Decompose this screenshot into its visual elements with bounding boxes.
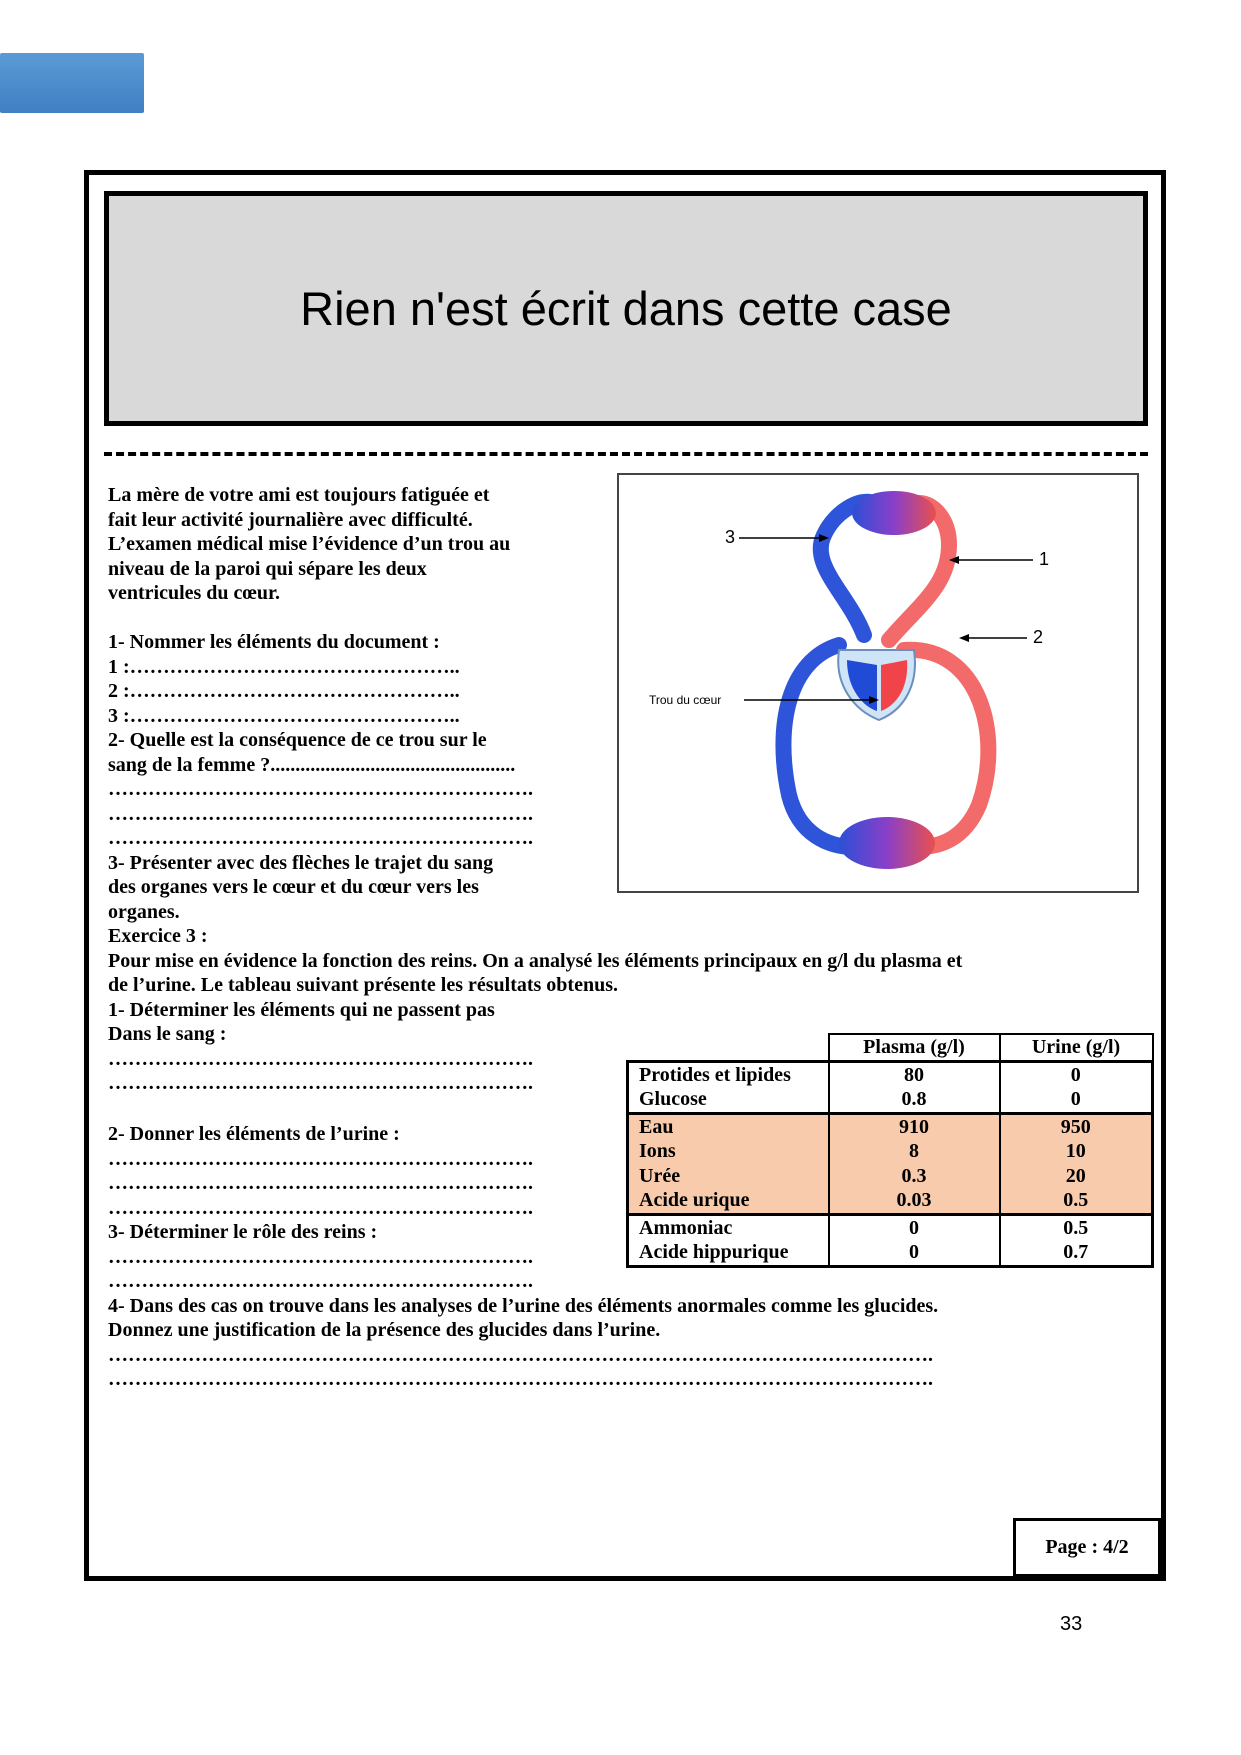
row-label: Protides et lipides bbox=[628, 1061, 829, 1087]
group-filtered bbox=[628, 1113, 1153, 1214]
row-label: Eau bbox=[628, 1113, 829, 1139]
plasma-value: 8 bbox=[829, 1139, 1000, 1164]
answer-line[interactable]: ………………………………………………………. bbox=[108, 1072, 533, 1094]
exercise-q1-title: Dans le sang : bbox=[108, 1023, 227, 1045]
answer-line[interactable]: ………………………………………………………. bbox=[108, 1270, 533, 1292]
table-row bbox=[628, 1113, 1153, 1139]
intro-line: ventricules du cœur. bbox=[108, 582, 281, 604]
exercise-q1-title: 1- Déterminer les éléments qui ne passent pas bbox=[108, 998, 495, 1021]
exercise-q4-title: 4- Dans des cas on trouve dans les analyses de l’urine des éléments anormales comme les glucides. bbox=[108, 1294, 939, 1317]
answer-line[interactable]: ………………………………………………………. bbox=[108, 802, 533, 825]
answer-line[interactable]: ………………………………………………………. bbox=[108, 827, 533, 849]
circulation-diagram bbox=[617, 473, 1139, 893]
intro-text bbox=[108, 483, 510, 606]
dashed-separator bbox=[104, 452, 1148, 456]
answer-line-1[interactable]: 1 :………………………………………….. bbox=[108, 655, 460, 678]
exercise-q4-title: Donnez une justification de la présence des glucides dans l’urine. bbox=[108, 1319, 661, 1341]
answer-line[interactable]: ……………………………………………………………………………………………………………. bbox=[108, 1368, 933, 1390]
plasma-value: 0 bbox=[829, 1214, 1000, 1240]
urine-value: 0.5 bbox=[1063, 1216, 1089, 1239]
group-secreted bbox=[628, 1214, 1153, 1266]
urine-value: 10 bbox=[1065, 1140, 1086, 1162]
plasma-value: 0.03 bbox=[829, 1188, 1000, 1214]
blue-tab-decoration bbox=[0, 53, 144, 113]
row-label: Acide urique bbox=[628, 1188, 829, 1214]
reserved-box bbox=[104, 191, 1148, 426]
reserved-box-text: Rien n'est écrit dans cette case bbox=[300, 282, 952, 335]
intro-line: L’examen médical mise l’évidence d’un trou au bbox=[108, 533, 511, 555]
question-1-title: 1- Nommer les éléments du document : bbox=[108, 631, 440, 653]
intro-line: fait leur activité journalière avec difficulté. bbox=[108, 508, 473, 531]
exercise-title: Exercice 3 : bbox=[108, 925, 208, 947]
table-header-row bbox=[628, 1034, 1153, 1061]
answer-line[interactable]: ……………………………………………………………………………………………………………. bbox=[108, 1343, 933, 1366]
row-label: Glucose bbox=[628, 1087, 829, 1113]
urine-value: 0 bbox=[1070, 1063, 1081, 1086]
question-3-line: des organes vers le cœur et du cœur vers les bbox=[108, 876, 479, 898]
table-row bbox=[628, 1087, 1153, 1113]
answer-line-2[interactable]: 2 :………………………………………….. bbox=[108, 680, 460, 702]
circulation-diagram-svg bbox=[619, 475, 1137, 891]
answer-line[interactable]: ………………………………………………………. bbox=[108, 1047, 533, 1070]
urine-value: 0 bbox=[1070, 1088, 1081, 1110]
plasma-value: 0 bbox=[829, 1240, 1000, 1266]
table-row bbox=[628, 1139, 1153, 1164]
exercise-intro-line: Pour mise en évidence la fonction des reins. On a analysé les éléments principaux en g/l du plasma et bbox=[108, 949, 963, 972]
table-row bbox=[628, 1214, 1153, 1240]
results-table bbox=[626, 1033, 1154, 1268]
exercise-q3-title: 3- Déterminer le rôle des reins : bbox=[108, 1221, 378, 1243]
answer-line[interactable]: ………………………………………………………. bbox=[108, 1172, 533, 1194]
label-2: 2 bbox=[1033, 627, 1044, 647]
answer-line[interactable]: ………………………………………………………. bbox=[108, 778, 533, 800]
row-label: Acide hippurique bbox=[628, 1240, 829, 1266]
table-row bbox=[628, 1061, 1153, 1087]
group-proteins bbox=[628, 1061, 1153, 1113]
urine-value: 0.5 bbox=[1063, 1189, 1089, 1211]
label-3: 3 bbox=[725, 527, 736, 547]
urine-value: 0.7 bbox=[1063, 1241, 1089, 1263]
plasma-value: 910 bbox=[829, 1113, 1000, 1139]
exercise-q2-title: 2- Donner les éléments de l’urine : bbox=[108, 1123, 400, 1145]
urine-value: 20 bbox=[1065, 1164, 1086, 1187]
row-label: Ammoniac bbox=[628, 1214, 829, 1240]
plasma-value: 0.8 bbox=[829, 1087, 1000, 1113]
header-plasma: Plasma (g/l) bbox=[829, 1034, 1000, 1061]
artery-lower bbox=[904, 650, 988, 847]
lower-capillaries bbox=[839, 817, 935, 869]
header-urine: Urine (g/l) bbox=[1000, 1034, 1153, 1061]
answer-line-3[interactable]: 3 :………………………………………….. bbox=[108, 704, 460, 727]
question-2-title: 2- Quelle est la conséquence de ce trou sur le bbox=[108, 729, 487, 751]
urine-value: 950 bbox=[1060, 1115, 1091, 1138]
question-2-line: sang de la femme ?................................................. bbox=[108, 753, 516, 776]
page-number: 33 bbox=[1060, 1613, 1083, 1635]
exercise-intro-line: de l’urine. Le tableau suivant présente les résultats obtenus. bbox=[108, 974, 618, 996]
row-label: Urée bbox=[628, 1164, 829, 1189]
table-row bbox=[628, 1240, 1153, 1266]
plasma-value: 0.3 bbox=[829, 1164, 1000, 1189]
upper-capillaries bbox=[852, 491, 936, 535]
answer-line[interactable]: ………………………………………………………. bbox=[108, 1147, 533, 1170]
plasma-value: 80 bbox=[829, 1061, 1000, 1087]
table-row bbox=[628, 1164, 1153, 1189]
question-3-title: 3- Présenter avec des flèches le trajet du sang bbox=[108, 851, 494, 874]
row-label: Ions bbox=[628, 1139, 829, 1164]
table-row bbox=[628, 1188, 1153, 1214]
label-1: 1 bbox=[1039, 549, 1050, 569]
answer-line[interactable]: ………………………………………………………. bbox=[108, 1245, 533, 1268]
intro-line: La mère de votre ami est toujours fatiguée et bbox=[108, 484, 490, 506]
page-indicator: Page : 4/2 bbox=[1013, 1518, 1161, 1577]
answer-line[interactable]: ………………………………………………………. bbox=[108, 1196, 533, 1219]
label-trou: Trou du cœur bbox=[649, 693, 722, 707]
question-3-line: organes. bbox=[108, 900, 180, 923]
intro-line: niveau de la paroi qui sépare les deux bbox=[108, 557, 427, 580]
